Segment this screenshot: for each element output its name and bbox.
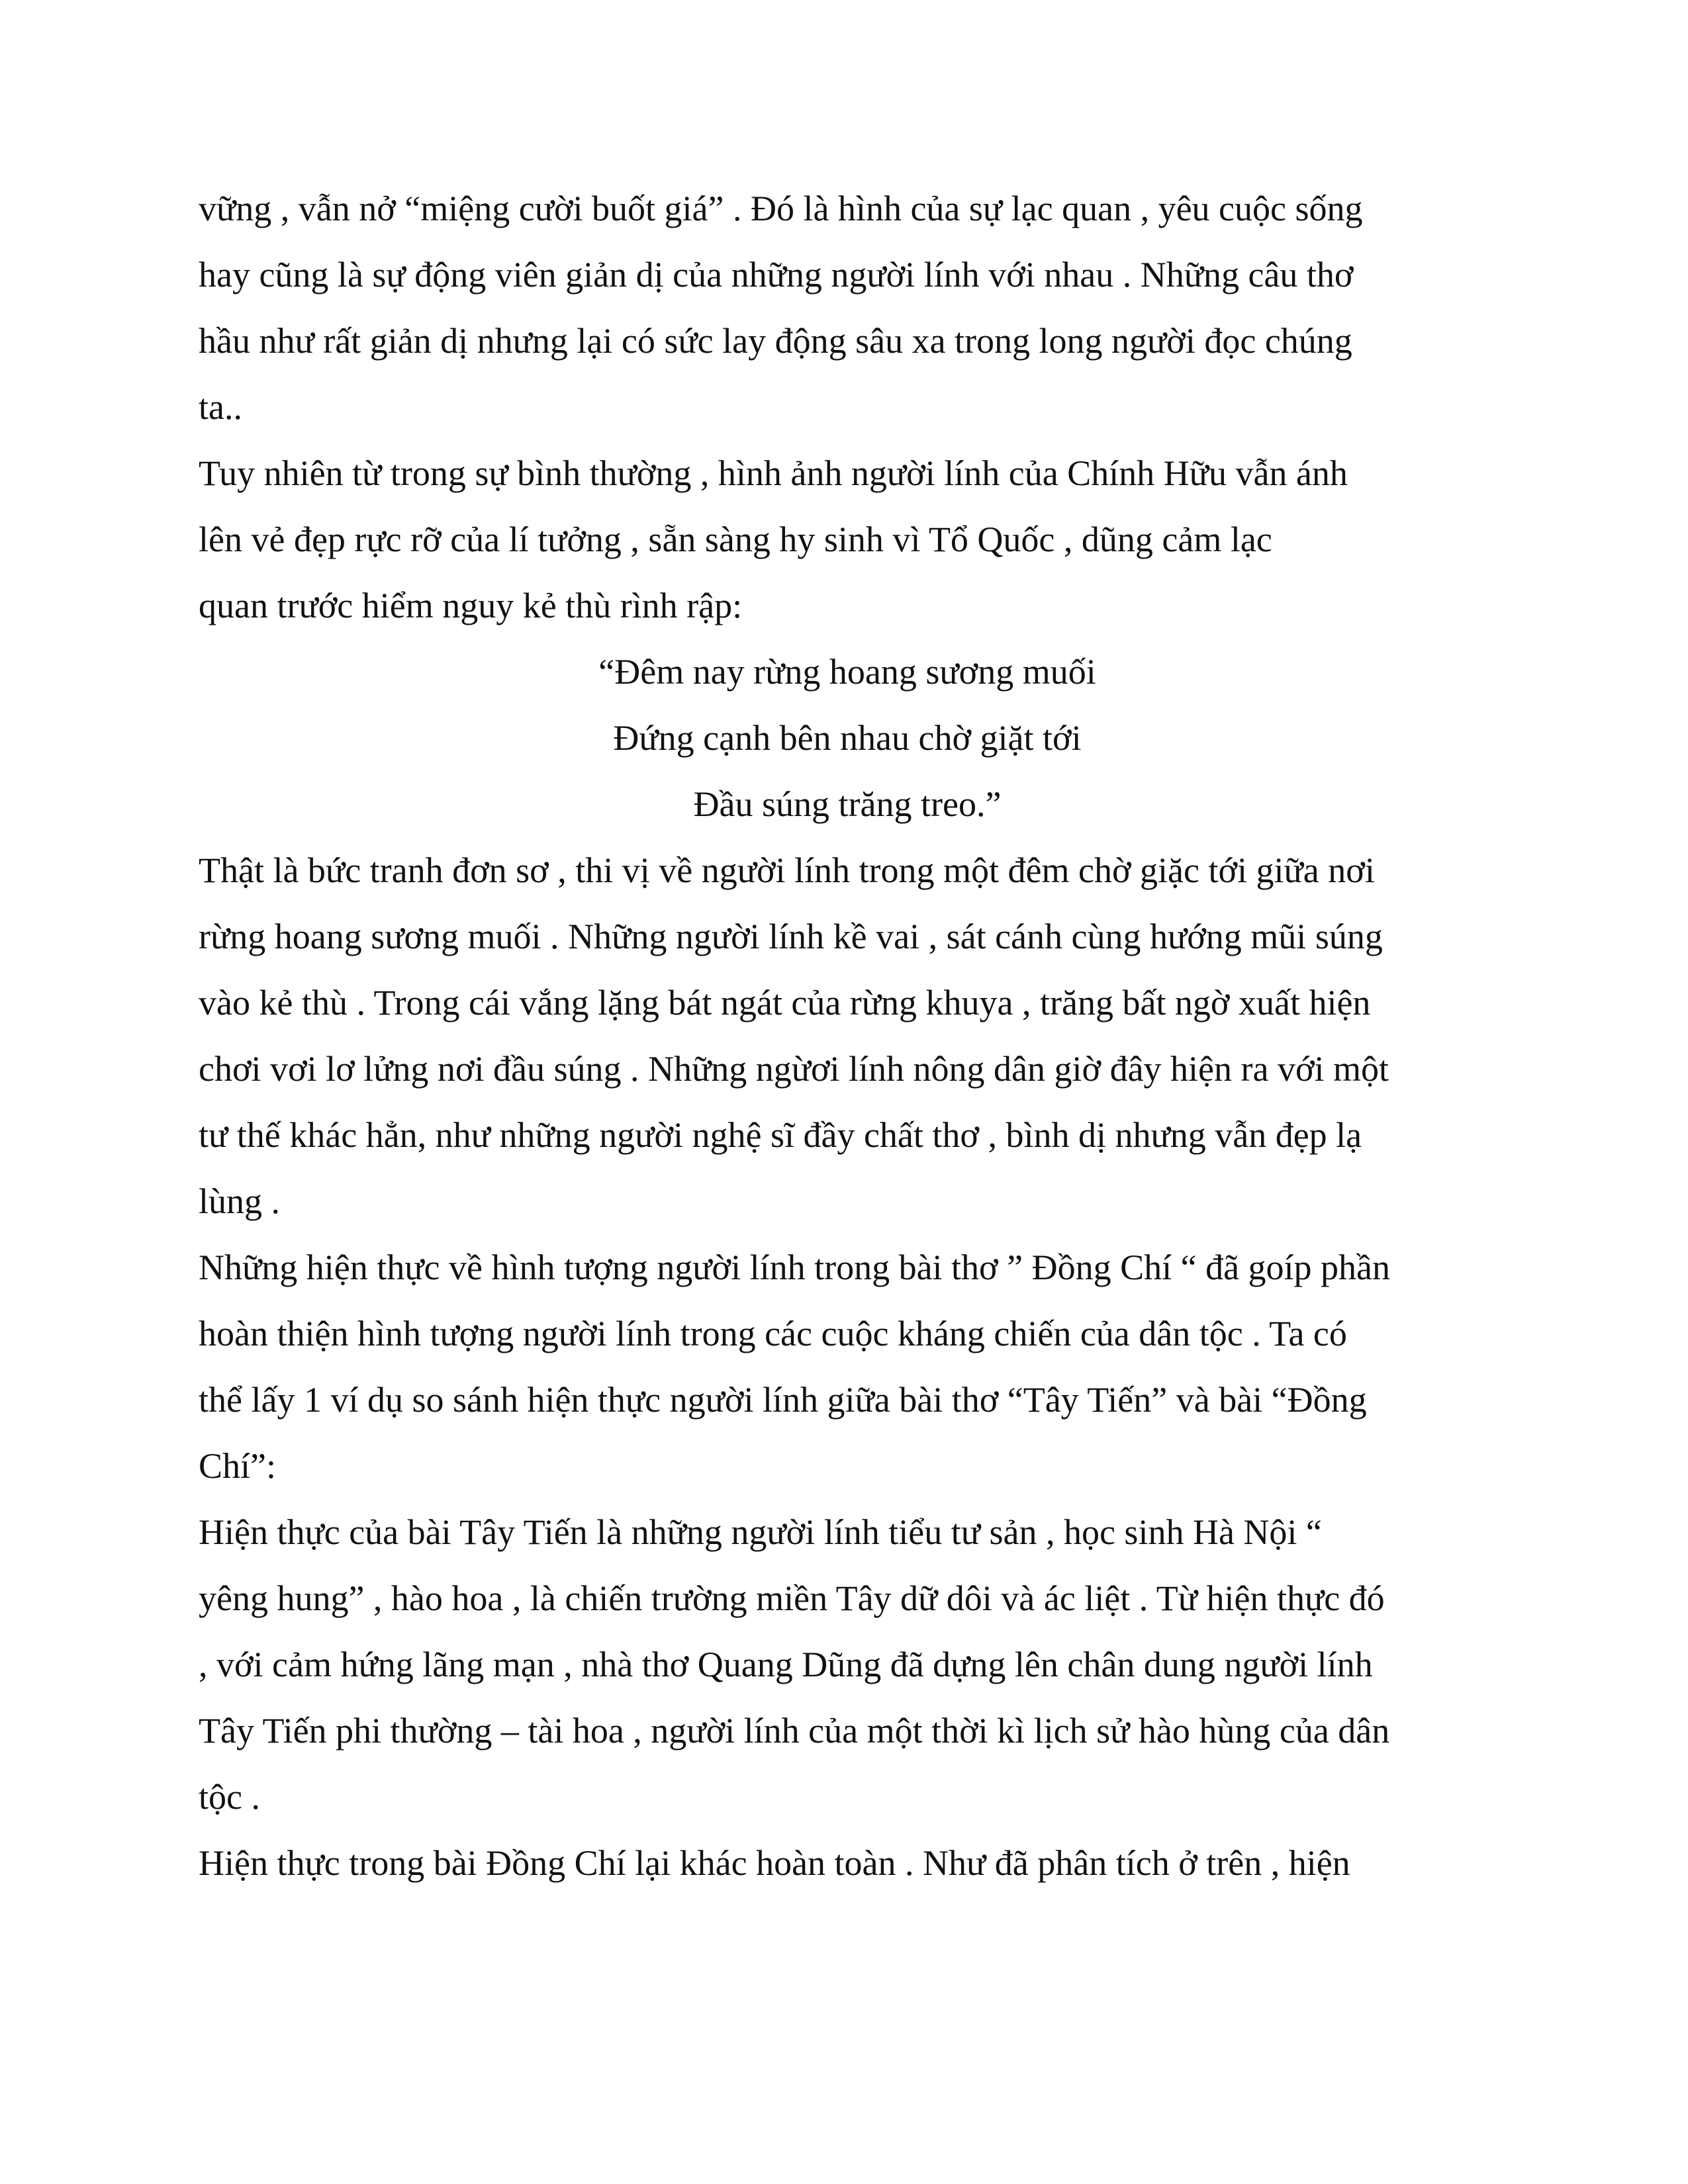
paragraph-3: [199, 837, 1496, 1234]
poem-quote: [199, 639, 1496, 837]
text-line: Hiện thực của bài Tây Tiến là những người lính tiểu tư sản , học sinh Hà Nội “: [199, 1512, 1322, 1552]
text-line: vững , vẫn nở “miệng cười buốt giá” . Đó là hình của sự lạc quan , yêu cuộc sống: [199, 189, 1363, 228]
text-line: Tây Tiến phi thường – tài hoa , người lính của một thời kì lịch sử hào hùng của dân: [199, 1711, 1390, 1751]
text-line: thể lấy 1 ví dụ so sánh hiện thực người lính giữa bài thơ “Tây Tiến” và bài “Đồng: [199, 1380, 1367, 1420]
text-line: hay cũng là sự động viên giản dị của những người lính với nhau . Những câu thơ: [199, 255, 1354, 295]
paragraph-6: [199, 1830, 1496, 1896]
text-line: Những hiện thực về hình tượng người lính trong bài thơ ” Đồng Chí “ đã goíp phần: [199, 1248, 1391, 1287]
text-line: hoàn thiện hình tượng người lính trong các cuộc kháng chiến của dân tộc . Ta có: [199, 1314, 1347, 1353]
paragraph-2: [199, 440, 1496, 639]
text-line: quan trước hiểm nguy kẻ thù rình rập:: [199, 586, 743, 625]
text-line: Chí”:: [199, 1446, 276, 1486]
text-line: vào kẻ thù . Trong cái vắng lặng bát ngát của rừng khuya , trăng bất ngờ xuất hiện: [199, 983, 1371, 1023]
poem-line: “Đêm nay rừng hoang sương muối: [598, 652, 1096, 692]
text-line: rừng hoang sương muối . Những người lính kề vai , sát cánh cùng hướng mũi súng: [199, 917, 1383, 956]
poem-line: Đứng cạnh bên nhau chờ giặt tới: [613, 718, 1082, 758]
text-line: tộc .: [199, 1777, 260, 1817]
text-line: yêng hung” , hào hoa , là chiến trường miền Tây dữ dôi và ác liệt . Từ hiện thực đó: [199, 1578, 1385, 1618]
text-line: Thật là bức tranh đơn sơ , thi vị về người lính trong một đêm chờ giặc tới giữa nơi: [199, 850, 1375, 890]
text-line: Hiện thực trong bài Đồng Chí lại khác hoàn toàn . Như đã phân tích ở trên , hiện: [199, 1843, 1350, 1883]
text-line: , với cảm hứng lãng mạn , nhà thơ Quang Dũng đã dựng lên chân dung người lính: [199, 1645, 1373, 1684]
body-text: [199, 175, 1496, 1896]
text-line: Tuy nhiên từ trong sự bình thường , hình ảnh người lính của Chính Hữu vẫn ánh: [199, 453, 1348, 493]
poem-line: Đầu súng trăng treo.”: [693, 784, 1002, 824]
paragraph-4: [199, 1234, 1496, 1499]
paragraph-1: [199, 175, 1496, 440]
text-line: lùng .: [199, 1181, 281, 1221]
text-line: lên vẻ đẹp rực rỡ của lí tưởng , sẵn sàng hy sinh vì Tổ Quốc , dũng cảm lạc: [199, 520, 1272, 559]
text-line: chơi vơi lơ lửng nơi đầu súng . Những ngừơi lính nông dân giờ đây hiện ra với một: [199, 1049, 1389, 1089]
paragraph-5: [199, 1499, 1496, 1830]
text-line: hầu như rất giản dị nhưng lại có sức lay động sâu xa trong long người đọc chúng: [199, 321, 1352, 361]
text-line: ta..: [199, 387, 242, 427]
text-line: tư thế khác hẳn, như những người nghệ sĩ đầy chất thơ , bình dị nhưng vẫn đẹp lạ: [199, 1115, 1362, 1155]
